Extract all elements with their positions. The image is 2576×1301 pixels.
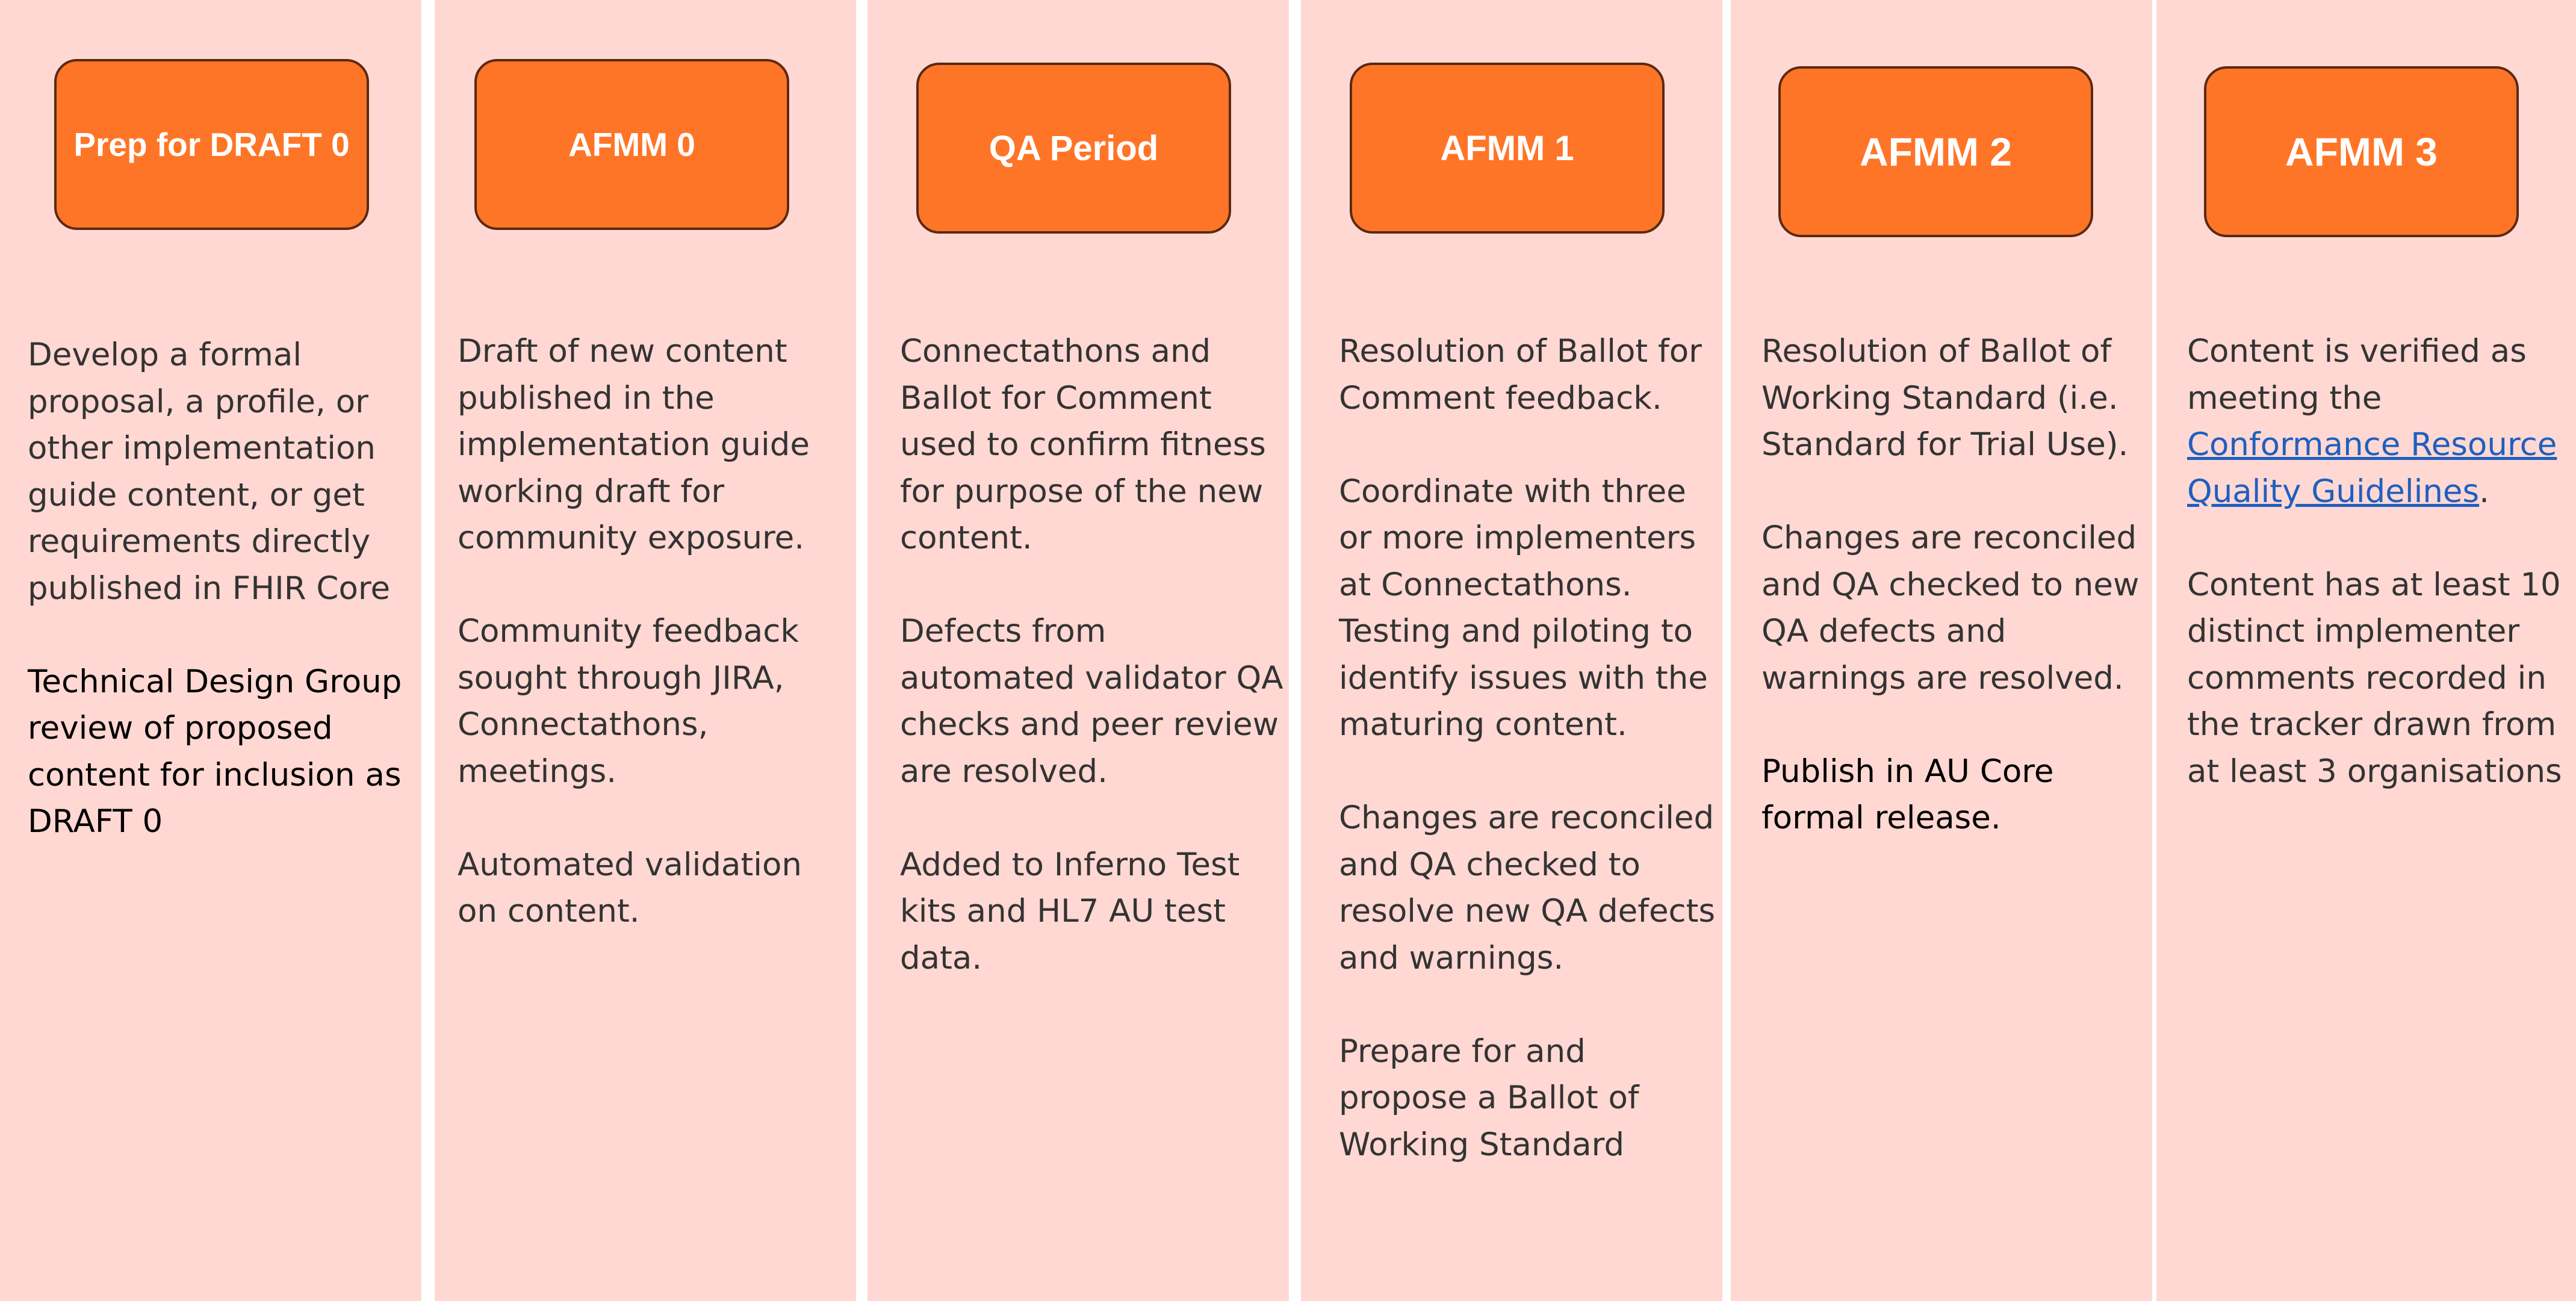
stage-box-afmm-2 — [1778, 66, 2093, 237]
stage-description-qa-period — [900, 328, 1285, 981]
stage-box-afmm-0 — [474, 59, 789, 230]
description-paragraph: Coordinate with three or more implementers at Connectathons. Testing and piloting to identify issues with the maturing content. — [1339, 473, 1708, 743]
description-paragraph: Changes are reconciled and QA checked to new QA defects and warnings are resolved. — [1761, 520, 2140, 697]
stage-description-afmm-3 — [2187, 328, 2572, 795]
description-paragraph: Added to Inferno Test kits and HL7 AU test data. — [900, 846, 1240, 977]
description-paragraph: Automated validation on content. — [458, 846, 802, 930]
description-paragraph: Content has at least 10 distinct implementer comments recorded in the tracker drawn from at least 3 organisations — [2187, 566, 2562, 790]
description-paragraph: Technical Design Group review of proposed content for inclusion as DRAFT 0 — [28, 663, 402, 840]
description-text: . — [2479, 473, 2489, 510]
stage-title: AFMM 2 — [1860, 129, 2012, 174]
stage-title: AFMM 3 — [2285, 129, 2438, 174]
stage-description-afmm-2 — [1761, 328, 2147, 842]
description-paragraph — [2187, 328, 2572, 515]
description-paragraph: Develop a formal proposal, a profile, or other implementation guide content, or get requirements directly published in FHIR Core — [28, 337, 391, 607]
stage-description-afmm-0 — [458, 328, 843, 935]
description-paragraph: Draft of new content published in the implementation guide working draft for community exposure. — [458, 333, 810, 556]
stage-title: QA Period — [989, 128, 1159, 168]
description-paragraph: Community feedback sought through JIRA, Connectathons, meetings. — [458, 613, 799, 790]
stage-box-afmm-1 — [1350, 63, 1665, 234]
description-paragraph: Publish in AU Core formal release. — [1761, 753, 2054, 836]
stage-title: AFMM 0 — [568, 126, 695, 163]
stage-description-afmm-1 — [1339, 328, 1722, 1168]
description-paragraph: Resolution of Ballot for Comment feedback. — [1339, 333, 1702, 417]
stage-title: Prep for DRAFT 0 — [73, 126, 350, 163]
stage-box-qa-period — [916, 63, 1231, 234]
stage-description-prep-draft-0 — [28, 332, 419, 845]
description-paragraph: Resolution of Ballot of Working Standard (i.e. Standard for Trial Use). — [1761, 333, 2129, 463]
description-paragraph: Changes are reconciled and QA checked to resolve new QA defects and warnings. — [1339, 800, 1716, 977]
description-paragraph: Prepare for and propose a Ballot of Working Standard — [1339, 1032, 1639, 1163]
stage-box-prep-draft-0 — [54, 59, 369, 230]
description-text: Content is verified as meeting the — [2187, 333, 2527, 417]
description-paragraph: Connectathons and Ballot for Comment used to confirm fitness for purpose of the new content. — [900, 333, 1266, 556]
stage-title: AFMM 1 — [1440, 128, 1574, 168]
stage-box-afmm-3 — [2204, 66, 2519, 237]
description-paragraph: Defects from automated validator QA checks and peer review are resolved. — [900, 613, 1283, 790]
conformance-guidelines-link[interactable]: Conformance Resource Quality Guidelines — [2187, 426, 2557, 510]
